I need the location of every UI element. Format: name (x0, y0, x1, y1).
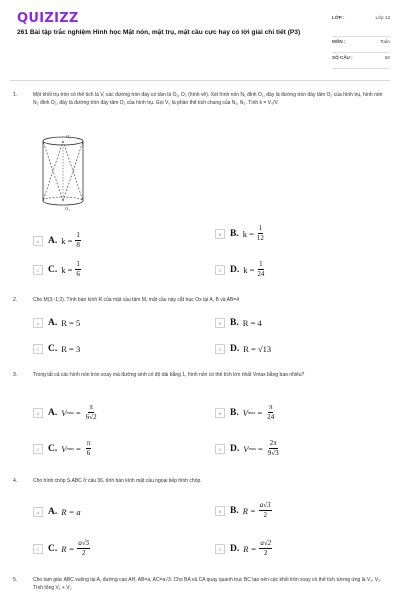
option-prefix: k = (242, 229, 254, 239)
option-prefix: k = (61, 265, 73, 275)
option-d[interactable] (215, 538, 272, 560)
question-number: 4. (13, 478, 18, 484)
option-letter-box: C (33, 265, 43, 275)
option-label: B. (230, 506, 239, 516)
fraction-numerator: π (89, 403, 93, 412)
option-fraction (268, 440, 279, 457)
question-text: Cho hình chóp S.ABC ở câu 36, tính bán kính mặt cầu ngoại tiếp hình chóp. (33, 478, 202, 484)
option-body (243, 261, 264, 278)
meta-count-label: SỐ CÂU : (332, 55, 353, 60)
fraction-denominator: 6√2 (85, 413, 97, 422)
option-label: A. (48, 507, 58, 517)
option-letter-box: D (215, 265, 225, 275)
meta-class-row (332, 13, 390, 37)
option-body: V max = $\frac{\pi}{6}$ (61, 439, 91, 458)
option-subscript: max (66, 446, 74, 452)
option-letter-box: C (33, 444, 43, 454)
question-number: 1. (13, 92, 18, 98)
option-body (243, 502, 272, 519)
option-fraction (259, 540, 272, 557)
option-label: D. (230, 544, 240, 554)
option-c[interactable] (33, 262, 81, 278)
option-fraction (75, 261, 81, 278)
fraction-numerator: 1 (259, 260, 263, 269)
option-d[interactable] (215, 341, 271, 357)
option-prefix: V (61, 407, 67, 418)
question-text: Một khối trụ tròn có thể tích là V, các đường tròn đáy có tâm là O₁, O₂ (hình vẽ). Xét hình nón N₁ đỉnh O₁, đáy là đường tròn đáy tâm O₂ của hình trụ, hình nón N₂ đỉnh O₂, đáy là đường tròn đáy tâm O₁ của hình trụ. Gọi V₀ là phần thể tích chung của N₁, N₂. Tính k = V₀/V. (33, 92, 383, 106)
option-c[interactable] (33, 341, 80, 357)
fraction-numerator: a√2 (260, 539, 272, 548)
option-label: D. (230, 265, 240, 275)
figure-label-o2: O₂ (65, 206, 70, 211)
option-prefix: V (243, 443, 249, 454)
option-body (61, 261, 81, 278)
option-letter-box: D (215, 544, 225, 554)
option-letter-box: C (33, 344, 43, 354)
option-fraction (86, 404, 97, 421)
option-letter-box: B (215, 408, 225, 418)
option-letter-box: A (33, 507, 43, 517)
option-body: R = √13 (243, 344, 272, 354)
fraction-denominator: 24 (257, 270, 265, 279)
option-body: R = 3 (61, 344, 81, 354)
option-prefix: V (61, 443, 67, 454)
option-b[interactable] (215, 315, 262, 331)
option-prefix: R = (242, 505, 256, 516)
meta-subject-row (332, 37, 390, 53)
option-letter-box: D (215, 444, 225, 454)
question-text: Cho tam giác ABC vuông tại A, đường cao AH, AB=a, AC=a√3. Cho BA và CA quay quanh trục BC tạo nên các khối tròn xoay có thể tích tương ứng là V₁, V₂. Tính tổng V₁ + V₂ (33, 577, 382, 591)
option-fraction (257, 261, 264, 278)
option-d[interactable] (215, 262, 264, 278)
option-label: A. (48, 318, 58, 328)
option-prefix: k = (243, 265, 255, 275)
question-number: 2. (13, 297, 18, 303)
option-body: V max = $\frac{\pi}{6√2}$ (61, 403, 97, 422)
fraction-denominator: 2 (263, 549, 268, 558)
cylinder-cones-figure (33, 133, 93, 213)
option-label: C. (48, 344, 58, 354)
fraction-denominator: 6 (76, 270, 80, 279)
option-b[interactable] (215, 402, 274, 424)
option-body: R = 4 (242, 318, 262, 328)
figure-label-o1: O₁ (66, 134, 71, 139)
option-letter-box: B (215, 229, 225, 239)
option-fraction (259, 502, 272, 519)
option-label: D. (230, 444, 240, 454)
option-fraction (267, 404, 274, 421)
option-letter-box: A (33, 318, 43, 328)
option-label: C. (48, 265, 58, 275)
option-body: R = 5 (61, 318, 81, 328)
quizizz-logo: QUIZIZZ (17, 11, 79, 26)
option-letter-box: C (33, 544, 43, 554)
option-b[interactable] (215, 226, 264, 242)
option-a[interactable] (33, 233, 81, 249)
option-subscript: max (247, 410, 256, 416)
meta-count-value: 50 (384, 55, 390, 60)
option-letter-box: D (215, 344, 225, 354)
option-a[interactable] (33, 402, 97, 424)
option-c[interactable] (33, 438, 91, 460)
option-prefix: R = (61, 543, 75, 554)
option-letter-box: A (33, 236, 43, 246)
fraction-numerator: a√5 (78, 539, 90, 548)
meta-class-value: Lớp 12 (375, 15, 390, 20)
meta-subject-value: Toán (380, 39, 390, 44)
option-subscript: max (248, 446, 256, 452)
option-subscript: max (66, 410, 74, 416)
fraction-denominator: 24 (267, 413, 275, 422)
fraction-numerator: 1 (76, 260, 80, 269)
question-text: Trong tất cả các hình nón tròn xoay mà đường sinh có độ dài bằng 1, hình nón có thể tích lớn nhất Vmax bằng bao nhiêu? (33, 372, 305, 378)
option-body: V max = $\frac{\pi}{24}$ (242, 403, 275, 422)
fraction-numerator: 1 (258, 224, 263, 233)
meta-box (332, 13, 390, 69)
option-label: B. (230, 318, 239, 328)
fraction-numerator: 2π (269, 439, 277, 448)
meta-class-label: LỚP : (332, 15, 345, 20)
option-a[interactable] (33, 504, 81, 520)
option-fraction (75, 232, 81, 249)
option-prefix: V (242, 407, 248, 418)
option-fraction (257, 225, 264, 242)
option-letter-box: B (215, 318, 225, 328)
fraction-denominator: 6 (86, 449, 91, 458)
option-a[interactable] (33, 315, 80, 331)
option-label: A. (48, 236, 58, 246)
option-prefix: R = (243, 543, 257, 554)
fraction-numerator: π (268, 403, 273, 412)
option-c[interactable] (33, 538, 90, 560)
option-fraction (77, 540, 90, 557)
question-text: Cho M(3;-1;2). Tính bán kính R của mặt cầu tâm M, mặt cầu này cắt trục Ox tại A, B và AB=4 (33, 297, 239, 303)
option-letter-box: B (215, 506, 225, 516)
option-label: C. (48, 544, 58, 554)
question-number: 3. (13, 372, 18, 378)
option-label: B. (230, 408, 239, 418)
meta-count-row (332, 53, 390, 69)
fraction-denominator: 9√3 (267, 449, 279, 458)
option-b[interactable] (215, 500, 272, 522)
option-label: C. (48, 444, 58, 454)
header-divider (10, 80, 390, 81)
option-fraction (86, 440, 92, 457)
option-body (61, 232, 81, 249)
option-d[interactable] (215, 438, 279, 460)
question-number: 5. (13, 577, 18, 583)
option-body: R = a (61, 507, 81, 517)
option-label: B. (230, 229, 239, 239)
fraction-numerator: π (86, 439, 91, 448)
option-letter-box: A (33, 408, 43, 418)
page-title: 261 Bài tập trắc nghiệm Hình học Mặt nón, mặt trụ, mặt cầu cực hay có lời giải chi tiết (P3) (17, 29, 301, 36)
option-body (243, 225, 264, 242)
fraction-numerator: a√3 (259, 501, 271, 510)
option-body (243, 540, 272, 557)
option-prefix: k = (61, 236, 73, 246)
fraction-denominator: 12 (256, 234, 264, 243)
fraction-denominator: 2 (263, 511, 267, 520)
option-body (61, 540, 90, 557)
fraction-denominator: 8 (76, 241, 80, 250)
fraction-numerator: 1 (76, 231, 80, 240)
option-body: V max = $\frac{2\pi}{9√3}$ (243, 439, 279, 458)
option-label: D. (230, 344, 240, 354)
option-label: A. (48, 408, 58, 418)
fraction-denominator: 2 (81, 549, 86, 558)
meta-subject-label: MÔN : (332, 39, 346, 44)
